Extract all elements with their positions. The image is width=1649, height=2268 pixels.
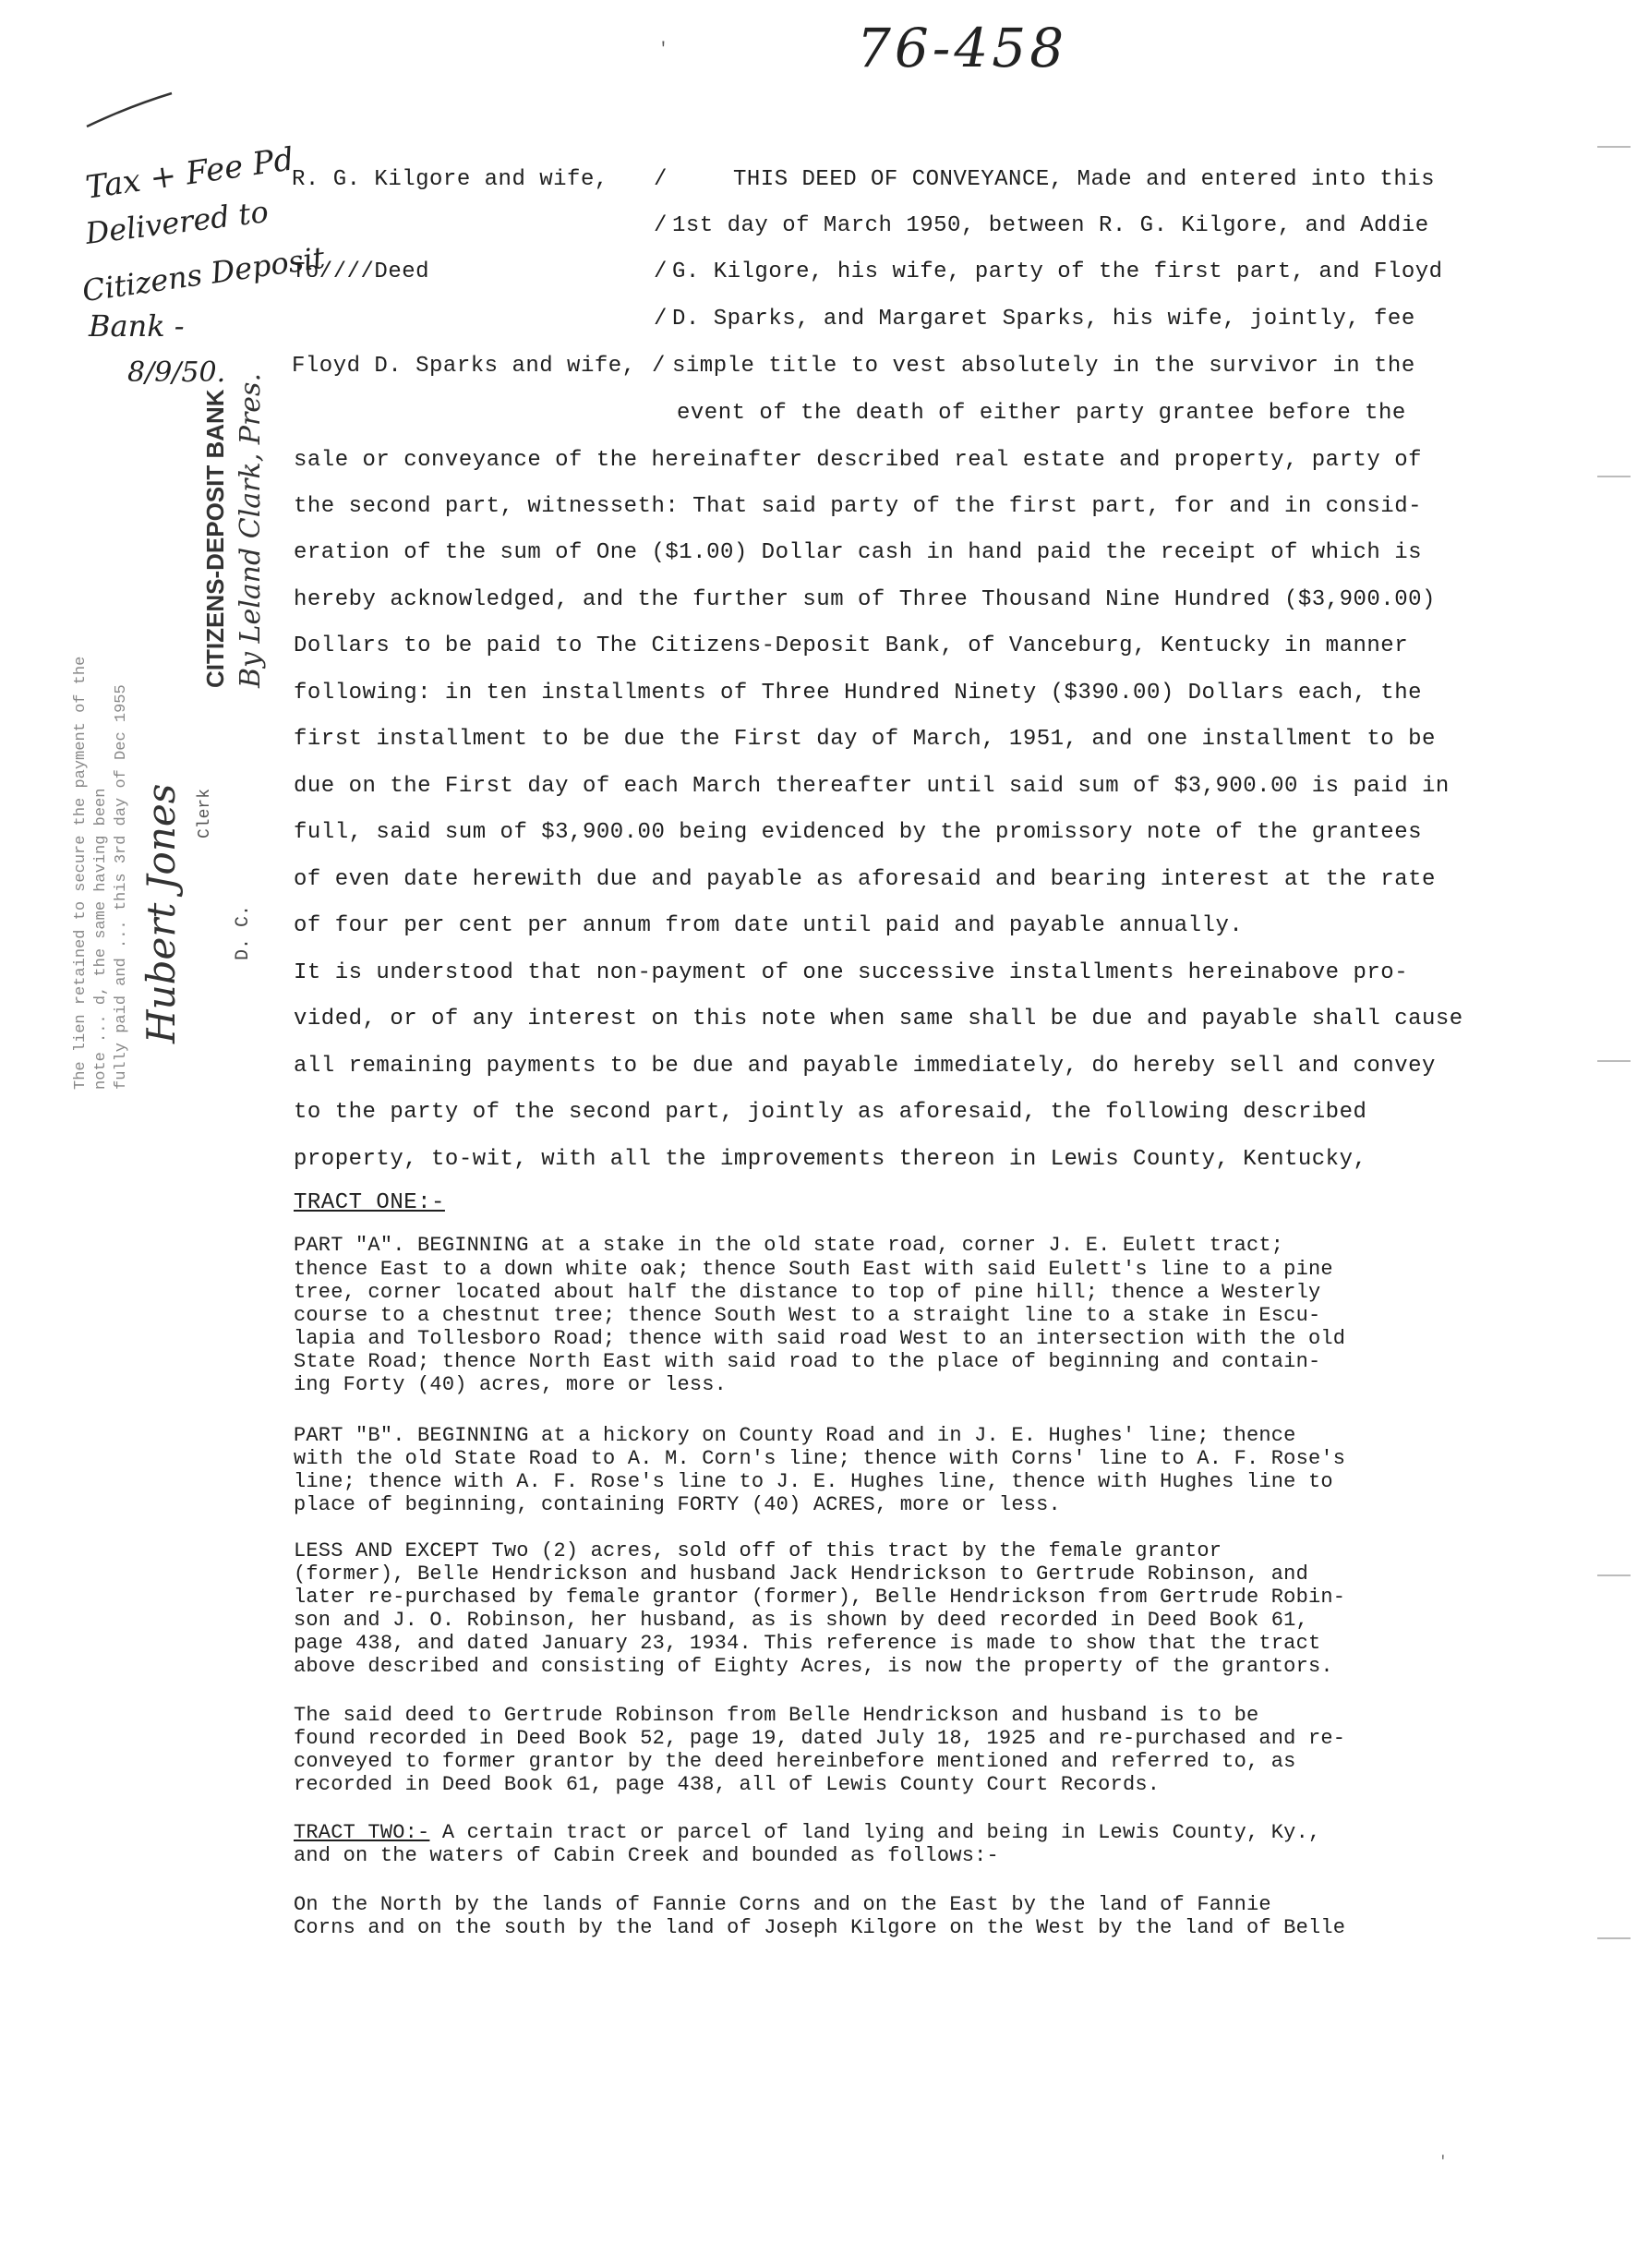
margin-note-line: Citizens Deposit xyxy=(79,239,328,309)
stamp-text-line: note ... d, the same having been xyxy=(92,788,110,1090)
edge-mark xyxy=(1597,146,1631,148)
caption-right-line: THIS DEED OF CONVEYANCE, Made and entered into this xyxy=(733,167,1436,192)
body-line: Dollars to be paid to The Citizens-Deposit Bank, of Vanceburg, Kentucky in manner xyxy=(294,633,1409,658)
caption-left-line: To////Deed xyxy=(292,259,430,284)
stamp-bank-signature: By Leland Clark, Pres. xyxy=(235,373,267,688)
caption-slash: / xyxy=(654,213,668,238)
stamp-dc-label: D. C. xyxy=(233,904,254,960)
margin-note-line: 8/9/50. xyxy=(127,356,226,389)
body-line: full, said sum of $3,900.00 being evidenced by the promissory note of the grantees xyxy=(294,820,1422,845)
body-line: the second part, witnesseth: That said party of the first part, for and in consid- xyxy=(294,494,1422,519)
caption-left-line: R. G. Kilgore and wife, xyxy=(292,167,608,192)
body-line: eration of the sum of One ($1.00) Dollar cash in hand paid the receipt of which is xyxy=(294,540,1422,565)
body-line: hereby acknowledged, and the further sum of Three Thousand Nine Hundred ($3,900.00) xyxy=(294,587,1436,612)
less-except-line: above described and consisting of Eighty Acres, is now the property of the grantors. xyxy=(294,1655,1333,1678)
caption-slash: / xyxy=(652,354,666,379)
boundary-line: On the North by the lands of Fannie Corns and on the East by the land of Fannie xyxy=(294,1893,1271,1916)
edge-mark xyxy=(1597,1060,1631,1062)
edge-mark xyxy=(1597,1937,1631,1939)
caption-slash: / xyxy=(654,167,668,192)
part-b-line: line; thence with A. F. Rose's line to J. E. Hughes line, thence with Hughes line to xyxy=(294,1470,1333,1493)
stamp-clerk-signature: Hubert Jones xyxy=(138,783,184,1044)
part-a-line: ing Forty (40) acres, more or less. xyxy=(294,1373,728,1396)
body-line: following: in ten installments of Three Hundred Ninety ($390.00) Dollars each, the xyxy=(294,681,1422,706)
document-number: 76-458 xyxy=(857,17,1068,79)
boundary-line: Corns and on the south by the land of Joseph Kilgore on the West by the land of Belle xyxy=(294,1916,1346,1939)
margin-note-line: Bank - xyxy=(89,308,185,344)
pen-stroke-mark xyxy=(83,88,175,134)
caption-left-line: Floyd D. Sparks and wife, xyxy=(292,354,636,379)
part-b-line: with the old State Road to A. M. Corn's line; thence with Corns' line to A. F. Rose's xyxy=(294,1447,1346,1470)
body-line: of four per cent per annum from date until paid and payable annually. xyxy=(294,913,1244,938)
caption-right-line: simple title to vest absolutely in the survivor in the xyxy=(672,354,1415,379)
edge-mark xyxy=(1597,1574,1631,1576)
caption-slash: / xyxy=(654,307,668,332)
less-except-line: LESS AND EXCEPT Two (2) acres, sold off of this tract by the female grantor xyxy=(294,1539,1222,1562)
tract-one-heading: TRACT ONE:- xyxy=(294,1190,445,1215)
stamp-bank-name: CITIZENS-DEPOSIT BANK xyxy=(201,389,229,688)
caption-slash: / xyxy=(654,259,668,284)
part-a-line: tree, corner located about half the distance to top of pine hill; thence a Westerly xyxy=(294,1281,1321,1304)
stamp-clerk-label: Clerk xyxy=(196,788,214,838)
less-except-line: page 438, and dated January 23, 1934. This reference is made to show that the tract xyxy=(294,1632,1321,1655)
caption-right-line: 1st day of March 1950, between R. G. Kilgore, and Addie xyxy=(672,213,1429,238)
caption-centered-line: event of the death of either party grantee before the xyxy=(677,401,1406,426)
body-line: property, to-wit, with all the improvements thereon in Lewis County, Kentucky, xyxy=(294,1147,1367,1172)
part-a-line: State Road; thence North East with said road to the place of beginning and contain- xyxy=(294,1350,1321,1373)
said-deed-line: conveyed to former grantor by the deed hereinbefore mentioned and referred to, as xyxy=(294,1750,1296,1773)
part-a-line: PART "A". BEGINNING at a stake in the old state road, corner J. E. Eulett tract; xyxy=(294,1234,1284,1257)
part-a-line: course to a chestnut tree; thence South West to a straight line to a stake in Escu- xyxy=(294,1304,1321,1327)
tract-two-line: A certain tract or parcel of land lying and being in Lewis County, Ky., xyxy=(429,1821,1321,1844)
body-line: all remaining payments to be due and payable immediately, do hereby sell and convey xyxy=(294,1054,1436,1079)
page-mark: ' xyxy=(658,41,668,59)
said-deed-line: recorded in Deed Book 61, page 438, all of Lewis County Court Records. xyxy=(294,1773,1161,1796)
part-b-line: place of beginning, containing FORTY (40) ACRES, more or less. xyxy=(294,1493,1061,1516)
part-a-line: thence East to a down white oak; thence South East with said Eulett's line to a pine xyxy=(294,1258,1333,1281)
tract-two-first-line xyxy=(294,1821,1320,1844)
body-line: sale or conveyance of the hereinafter described real estate and property, party of xyxy=(294,448,1422,473)
body-line: It is understood that non-payment of one successive installments hereinabove pro- xyxy=(294,960,1409,985)
margin-note-line: Delivered to xyxy=(83,194,271,251)
less-except-line: son and J. O. Robinson, her husband, as is shown by deed recorded in Deed Book 61, xyxy=(294,1609,1308,1632)
part-a-line: lapia and Tollesboro Road; thence with said road West to an intersection with the old xyxy=(294,1327,1346,1350)
tract-two-line: and on the waters of Cabin Creek and bounded as follows:- xyxy=(294,1844,999,1867)
part-b-line: PART "B". BEGINNING at a hickory on County Road and in J. E. Hughes' line; thence xyxy=(294,1424,1296,1447)
less-except-line: later re-purchased by female grantor (former), Belle Hendrickson from Gertrude Robin- xyxy=(294,1586,1346,1609)
stamp-text-line: fully paid and ... this 3rd day of Dec 1955 xyxy=(113,684,130,1090)
body-line: to the party of the second part, jointly as aforesaid, the following described xyxy=(294,1100,1367,1125)
said-deed-line: The said deed to Gertrude Robinson from Belle Hendrickson and husband is to be xyxy=(294,1704,1259,1727)
body-line: of even date herewith due and payable as aforesaid and bearing interest at the rate xyxy=(294,867,1436,892)
edge-mark xyxy=(1597,476,1631,477)
caption-right-line: G. Kilgore, his wife, party of the first part, and Floyd xyxy=(672,259,1443,284)
body-line: due on the First day of each March thereafter until said sum of $3,900.00 is paid in xyxy=(294,774,1450,799)
stamp-text-line: The lien retained to secure the payment of the xyxy=(72,656,90,1090)
bottom-mark: ' xyxy=(1438,2153,1448,2170)
caption-right-line: D. Sparks, and Margaret Sparks, his wife, jointly, fee xyxy=(672,307,1415,332)
less-except-line: (former), Belle Hendrickson and husband Jack Hendrickson to Gertrude Robinson, and xyxy=(294,1562,1308,1586)
body-line: vided, or of any interest on this note when same shall be due and payable shall cause xyxy=(294,1007,1463,1031)
body-line: first installment to be due the First day of March, 1951, and one installment to be xyxy=(294,727,1436,752)
tract-two-heading: TRACT TWO:- xyxy=(294,1821,430,1844)
margin-note-line: Tax + Fee Pd xyxy=(83,140,296,207)
said-deed-line: found recorded in Deed Book 52, page 19, dated July 18, 1925 and re-purchased and re- xyxy=(294,1727,1346,1750)
